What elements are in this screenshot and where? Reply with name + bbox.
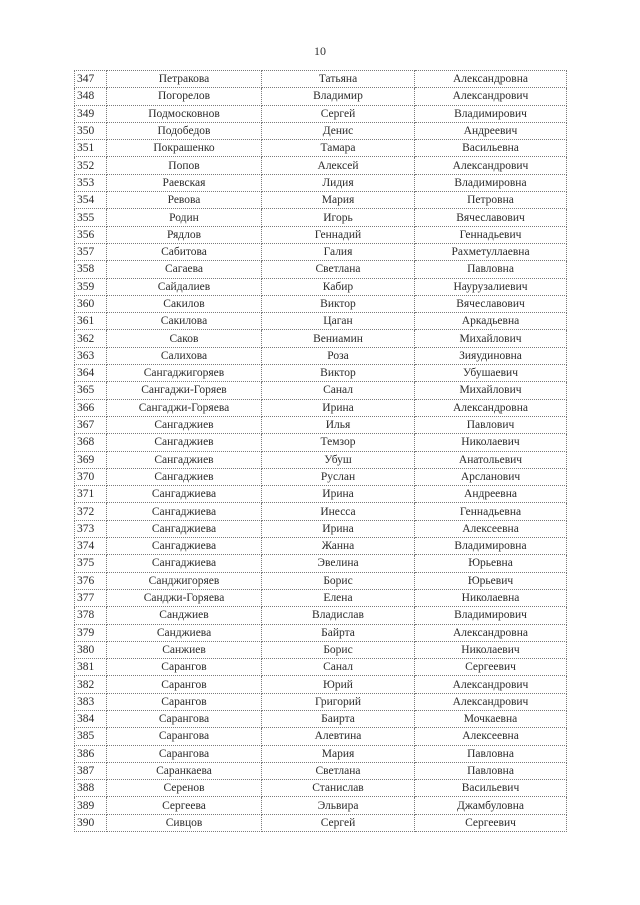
row-number-cell: 350 [75, 122, 107, 139]
first-name-cell: Татьяна [262, 71, 415, 88]
first-name-cell: Инесса [262, 503, 415, 520]
surname-cell: Санджиев [107, 607, 262, 624]
first-name-cell: Игорь [262, 209, 415, 226]
surname-cell: Сарангова [107, 710, 262, 727]
surname-cell: Погорелов [107, 88, 262, 105]
row-number-cell: 374 [75, 538, 107, 555]
patronymic-cell: Сергеевич [415, 659, 567, 676]
first-name-cell: Денис [262, 122, 415, 139]
surname-cell: Саранкаева [107, 762, 262, 779]
first-name-cell: Станислав [262, 780, 415, 797]
surname-cell: Сангаджиева [107, 555, 262, 572]
patronymic-cell: Аркадьевна [415, 313, 567, 330]
row-number-cell: 384 [75, 710, 107, 727]
row-number-cell: 365 [75, 382, 107, 399]
patronymic-cell: Николаевич [415, 434, 567, 451]
surname-cell: Петракова [107, 71, 262, 88]
surname-cell: Сангаджиева [107, 520, 262, 537]
patronymic-cell: Наурузалиевич [415, 278, 567, 295]
row-number-cell: 390 [75, 814, 107, 831]
table-row [75, 538, 567, 555]
surname-cell: Сайдалиев [107, 278, 262, 295]
roster-table-body [75, 71, 567, 832]
row-number-cell: 369 [75, 451, 107, 468]
table-row [75, 641, 567, 658]
table-row [75, 226, 567, 243]
table-row [75, 693, 567, 710]
patronymic-cell: Андреевна [415, 486, 567, 503]
first-name-cell: Светлана [262, 762, 415, 779]
first-name-cell: Санал [262, 382, 415, 399]
first-name-cell: Лидия [262, 174, 415, 191]
first-name-cell: Алексей [262, 157, 415, 174]
surname-cell: Сабитова [107, 243, 262, 260]
first-name-cell: Темзор [262, 434, 415, 451]
surname-cell: Сергеева [107, 797, 262, 814]
patronymic-cell: Арсланович [415, 468, 567, 485]
patronymic-cell: Александровна [415, 624, 567, 641]
roster-table [74, 70, 567, 832]
patronymic-cell: Убушаевич [415, 365, 567, 382]
row-number-cell: 381 [75, 659, 107, 676]
surname-cell: Рядлов [107, 226, 262, 243]
patronymic-cell: Мочкаевна [415, 710, 567, 727]
row-number-cell: 372 [75, 503, 107, 520]
row-number-cell: 363 [75, 347, 107, 364]
table-row [75, 295, 567, 312]
first-name-cell: Санал [262, 659, 415, 676]
table-row [75, 728, 567, 745]
row-number-cell: 377 [75, 589, 107, 606]
first-name-cell: Байрта [262, 624, 415, 641]
patronymic-cell: Вячеславович [415, 209, 567, 226]
patronymic-cell: Михайлович [415, 330, 567, 347]
surname-cell: Раевская [107, 174, 262, 191]
table-row [75, 572, 567, 589]
first-name-cell: Вениамин [262, 330, 415, 347]
table-row [75, 261, 567, 278]
row-number-cell: 354 [75, 192, 107, 209]
row-number-cell: 364 [75, 365, 107, 382]
first-name-cell: Светлана [262, 261, 415, 278]
surname-cell: Сарангов [107, 659, 262, 676]
first-name-cell: Ирина [262, 399, 415, 416]
surname-cell: Сивцов [107, 814, 262, 831]
table-row [75, 486, 567, 503]
table-row [75, 347, 567, 364]
first-name-cell: Виктор [262, 365, 415, 382]
row-number-cell: 387 [75, 762, 107, 779]
row-number-cell: 353 [75, 174, 107, 191]
first-name-cell: Борис [262, 641, 415, 658]
patronymic-cell: Петровна [415, 192, 567, 209]
row-number-cell: 366 [75, 399, 107, 416]
row-number-cell: 371 [75, 486, 107, 503]
first-name-cell: Тамара [262, 140, 415, 157]
row-number-cell: 361 [75, 313, 107, 330]
table-row [75, 624, 567, 641]
patronymic-cell: Владимирович [415, 607, 567, 624]
first-name-cell: Юрий [262, 676, 415, 693]
table-row [75, 520, 567, 537]
surname-cell: Подобедов [107, 122, 262, 139]
surname-cell: Сагаева [107, 261, 262, 278]
first-name-cell: Виктор [262, 295, 415, 312]
row-number-cell: 349 [75, 105, 107, 122]
table-row [75, 209, 567, 226]
row-number-cell: 348 [75, 88, 107, 105]
table-row [75, 313, 567, 330]
table-row [75, 399, 567, 416]
patronymic-cell: Александровна [415, 399, 567, 416]
table-row [75, 762, 567, 779]
row-number-cell: 359 [75, 278, 107, 295]
table-row [75, 503, 567, 520]
row-number-cell: 375 [75, 555, 107, 572]
surname-cell: Сангаджиева [107, 503, 262, 520]
table-row [75, 157, 567, 174]
first-name-cell: Баирта [262, 710, 415, 727]
first-name-cell: Убуш [262, 451, 415, 468]
surname-cell: Сангаджиев [107, 451, 262, 468]
patronymic-cell: Александрович [415, 88, 567, 105]
patronymic-cell: Александровна [415, 71, 567, 88]
first-name-cell: Роза [262, 347, 415, 364]
row-number-cell: 368 [75, 434, 107, 451]
patronymic-cell: Юрьевич [415, 572, 567, 589]
patronymic-cell: Сергеевич [415, 814, 567, 831]
table-row [75, 434, 567, 451]
row-number-cell: 383 [75, 693, 107, 710]
patronymic-cell: Анатольевич [415, 451, 567, 468]
surname-cell: Сангаджиев [107, 434, 262, 451]
table-row [75, 659, 567, 676]
first-name-cell: Руслан [262, 468, 415, 485]
row-number-cell: 356 [75, 226, 107, 243]
row-number-cell: 347 [75, 71, 107, 88]
table-row [75, 122, 567, 139]
surname-cell: Попов [107, 157, 262, 174]
row-number-cell: 370 [75, 468, 107, 485]
first-name-cell: Мария [262, 745, 415, 762]
row-number-cell: 360 [75, 295, 107, 312]
table-row [75, 451, 567, 468]
patronymic-cell: Михайлович [415, 382, 567, 399]
surname-cell: Сангаджи-Горяева [107, 399, 262, 416]
first-name-cell: Жанна [262, 538, 415, 555]
surname-cell: Родин [107, 209, 262, 226]
first-name-cell: Ирина [262, 520, 415, 537]
surname-cell: Санджиева [107, 624, 262, 641]
table-row [75, 105, 567, 122]
surname-cell: Санджи-Горяева [107, 589, 262, 606]
first-name-cell: Мария [262, 192, 415, 209]
first-name-cell: Геннадий [262, 226, 415, 243]
surname-cell: Салихова [107, 347, 262, 364]
table-row [75, 589, 567, 606]
surname-cell: Сакилова [107, 313, 262, 330]
patronymic-cell: Николаевна [415, 589, 567, 606]
first-name-cell: Ирина [262, 486, 415, 503]
row-number-cell: 389 [75, 797, 107, 814]
patronymic-cell: Александрович [415, 676, 567, 693]
table-row [75, 710, 567, 727]
row-number-cell: 378 [75, 607, 107, 624]
table-row [75, 71, 567, 88]
patronymic-cell: Павловна [415, 762, 567, 779]
table-row [75, 243, 567, 260]
table-row [75, 676, 567, 693]
table-row [75, 330, 567, 347]
table-row [75, 814, 567, 831]
first-name-cell: Сергей [262, 105, 415, 122]
surname-cell: Серенов [107, 780, 262, 797]
table-row [75, 416, 567, 433]
table-row [75, 174, 567, 191]
first-name-cell: Владимир [262, 88, 415, 105]
table-row [75, 278, 567, 295]
row-number-cell: 379 [75, 624, 107, 641]
surname-cell: Санджигоряев [107, 572, 262, 589]
surname-cell: Подмосковнов [107, 105, 262, 122]
patronymic-cell: Николаевич [415, 641, 567, 658]
surname-cell: Сарангова [107, 745, 262, 762]
first-name-cell: Эльвира [262, 797, 415, 814]
patronymic-cell: Павлович [415, 416, 567, 433]
row-number-cell: 380 [75, 641, 107, 658]
surname-cell: Сарангов [107, 676, 262, 693]
table-row [75, 140, 567, 157]
patronymic-cell: Зияудиновна [415, 347, 567, 364]
surname-cell: Сангаджиева [107, 486, 262, 503]
first-name-cell: Борис [262, 572, 415, 589]
row-number-cell: 357 [75, 243, 107, 260]
row-number-cell: 376 [75, 572, 107, 589]
surname-cell: Саков [107, 330, 262, 347]
row-number-cell: 355 [75, 209, 107, 226]
row-number-cell: 352 [75, 157, 107, 174]
patronymic-cell: Геннадьевна [415, 503, 567, 520]
patronymic-cell: Джамбуловна [415, 797, 567, 814]
table-row [75, 745, 567, 762]
table-row [75, 382, 567, 399]
patronymic-cell: Алексеевна [415, 520, 567, 537]
surname-cell: Ревова [107, 192, 262, 209]
patronymic-cell: Алексеевна [415, 728, 567, 745]
table-row [75, 88, 567, 105]
surname-cell: Сарангов [107, 693, 262, 710]
patronymic-cell: Вячеславович [415, 295, 567, 312]
row-number-cell: 358 [75, 261, 107, 278]
surname-cell: Сангаджиева [107, 538, 262, 555]
table-row [75, 555, 567, 572]
patronymic-cell: Александрович [415, 157, 567, 174]
first-name-cell: Кабир [262, 278, 415, 295]
row-number-cell: 373 [75, 520, 107, 537]
first-name-cell: Алевтина [262, 728, 415, 745]
patronymic-cell: Павловна [415, 261, 567, 278]
surname-cell: Сангаджи-Горяев [107, 382, 262, 399]
first-name-cell: Илья [262, 416, 415, 433]
table-row [75, 468, 567, 485]
surname-cell: Покрашенко [107, 140, 262, 157]
table-row [75, 797, 567, 814]
surname-cell: Санжиев [107, 641, 262, 658]
first-name-cell: Сергей [262, 814, 415, 831]
table-row [75, 607, 567, 624]
table-row [75, 365, 567, 382]
table-row [75, 192, 567, 209]
first-name-cell: Цаган [262, 313, 415, 330]
first-name-cell: Владислав [262, 607, 415, 624]
patronymic-cell: Владимировна [415, 538, 567, 555]
first-name-cell: Галия [262, 243, 415, 260]
row-number-cell: 385 [75, 728, 107, 745]
first-name-cell: Григорий [262, 693, 415, 710]
surname-cell: Сакилов [107, 295, 262, 312]
patronymic-cell: Андреевич [415, 122, 567, 139]
patronymic-cell: Геннадьевич [415, 226, 567, 243]
surname-cell: Сангаджиев [107, 468, 262, 485]
row-number-cell: 386 [75, 745, 107, 762]
surname-cell: Сангаджиев [107, 416, 262, 433]
patronymic-cell: Рахметуллаевна [415, 243, 567, 260]
patronymic-cell: Васильевна [415, 140, 567, 157]
first-name-cell: Эвелина [262, 555, 415, 572]
surname-cell: Сарангова [107, 728, 262, 745]
surname-cell: Сангаджигоряев [107, 365, 262, 382]
patronymic-cell: Павловна [415, 745, 567, 762]
first-name-cell: Елена [262, 589, 415, 606]
row-number-cell: 351 [75, 140, 107, 157]
row-number-cell: 382 [75, 676, 107, 693]
row-number-cell: 362 [75, 330, 107, 347]
patronymic-cell: Васильевич [415, 780, 567, 797]
table-row [75, 780, 567, 797]
patronymic-cell: Владимировна [415, 174, 567, 191]
row-number-cell: 388 [75, 780, 107, 797]
page-number: 10 [314, 44, 326, 58]
patronymic-cell: Владимирович [415, 105, 567, 122]
row-number-cell: 367 [75, 416, 107, 433]
patronymic-cell: Александрович [415, 693, 567, 710]
patronymic-cell: Юрьевна [415, 555, 567, 572]
